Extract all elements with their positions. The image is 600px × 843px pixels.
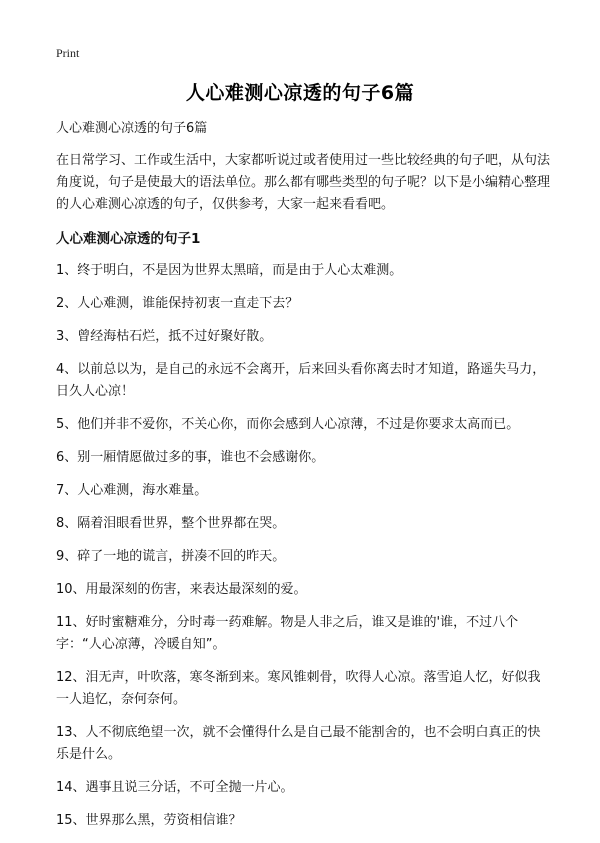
- document-subtitle: 人心难测心凉透的句子6篇: [56, 121, 208, 136]
- list-item: 9、碎了一地的谎言，拼凑不回的昨天。: [56, 549, 286, 564]
- list-item: 11、好时蜜糖难分，分时毒一药难解。物是人非之后，谁又是谁的'谁，不过八个字：“人心凉薄，冷暖自知”。: [56, 615, 519, 652]
- list-item: 2、人心难测，谁能保持初衷一直走下去？: [56, 296, 299, 311]
- document-body: [56, 118, 550, 843]
- intro-paragraph: 在日常学习、工作或生活中，大家都听说过或者使用过一些比较经典的句子吧，从句法角度说，句子是使最大的语法单位。那么都有哪些类型的句子呢？以下是小编精心整理的人心难测心凉透的句子，仅供参考，大家一起来看看吧。: [56, 153, 551, 212]
- print-label: Print: [56, 46, 80, 60]
- list-item: 5、他们并非不爱你，不关心你，而你会感到人心凉薄，不过是你要求太高而已。: [56, 417, 520, 432]
- list-item: 14、遇事且说三分话，不可全抛一片心。: [56, 780, 294, 795]
- list-item: 1、终于明白，不是因为世界太黑暗，而是由于人心太难测。: [56, 263, 403, 278]
- list-item: 3、曾经海枯石烂，抵不过好聚好散。: [56, 329, 273, 344]
- list-item: 15、世界那么黑，劳资相信谁？: [56, 813, 242, 828]
- list-item: 6、别一厢情愿做过多的事，谁也不会感谢你。: [56, 450, 325, 465]
- list-item: 7、人心难测，海水难量。: [56, 483, 208, 498]
- list-item: 8、隔着泪眼看世界，整个世界都在哭。: [56, 516, 286, 531]
- list-item: 12、泪无声，叶吹落，寒冬渐到来。寒风锥刺骨，吹得人心凉。落雪追人忆，好似我一人追忆，奈何奈何。: [56, 670, 541, 707]
- document-title: 人心难测心凉透的句子6篇: [185, 82, 415, 104]
- section-heading: 人心难测心凉透的句子1: [56, 231, 201, 247]
- list-item: 4、以前总以为，是自己的永远不会离开，后来回头看你离去时才知道，路遥失马力，日久人心凉！: [56, 362, 546, 399]
- list-item: 10、用最深刻的伤害，来表达最深刻的爱。: [56, 582, 307, 597]
- list-item: 13、人不彻底绝望一次，就不会懂得什么是自己最不能割舍的，也不会明白真正的快乐是什么。: [56, 725, 541, 762]
